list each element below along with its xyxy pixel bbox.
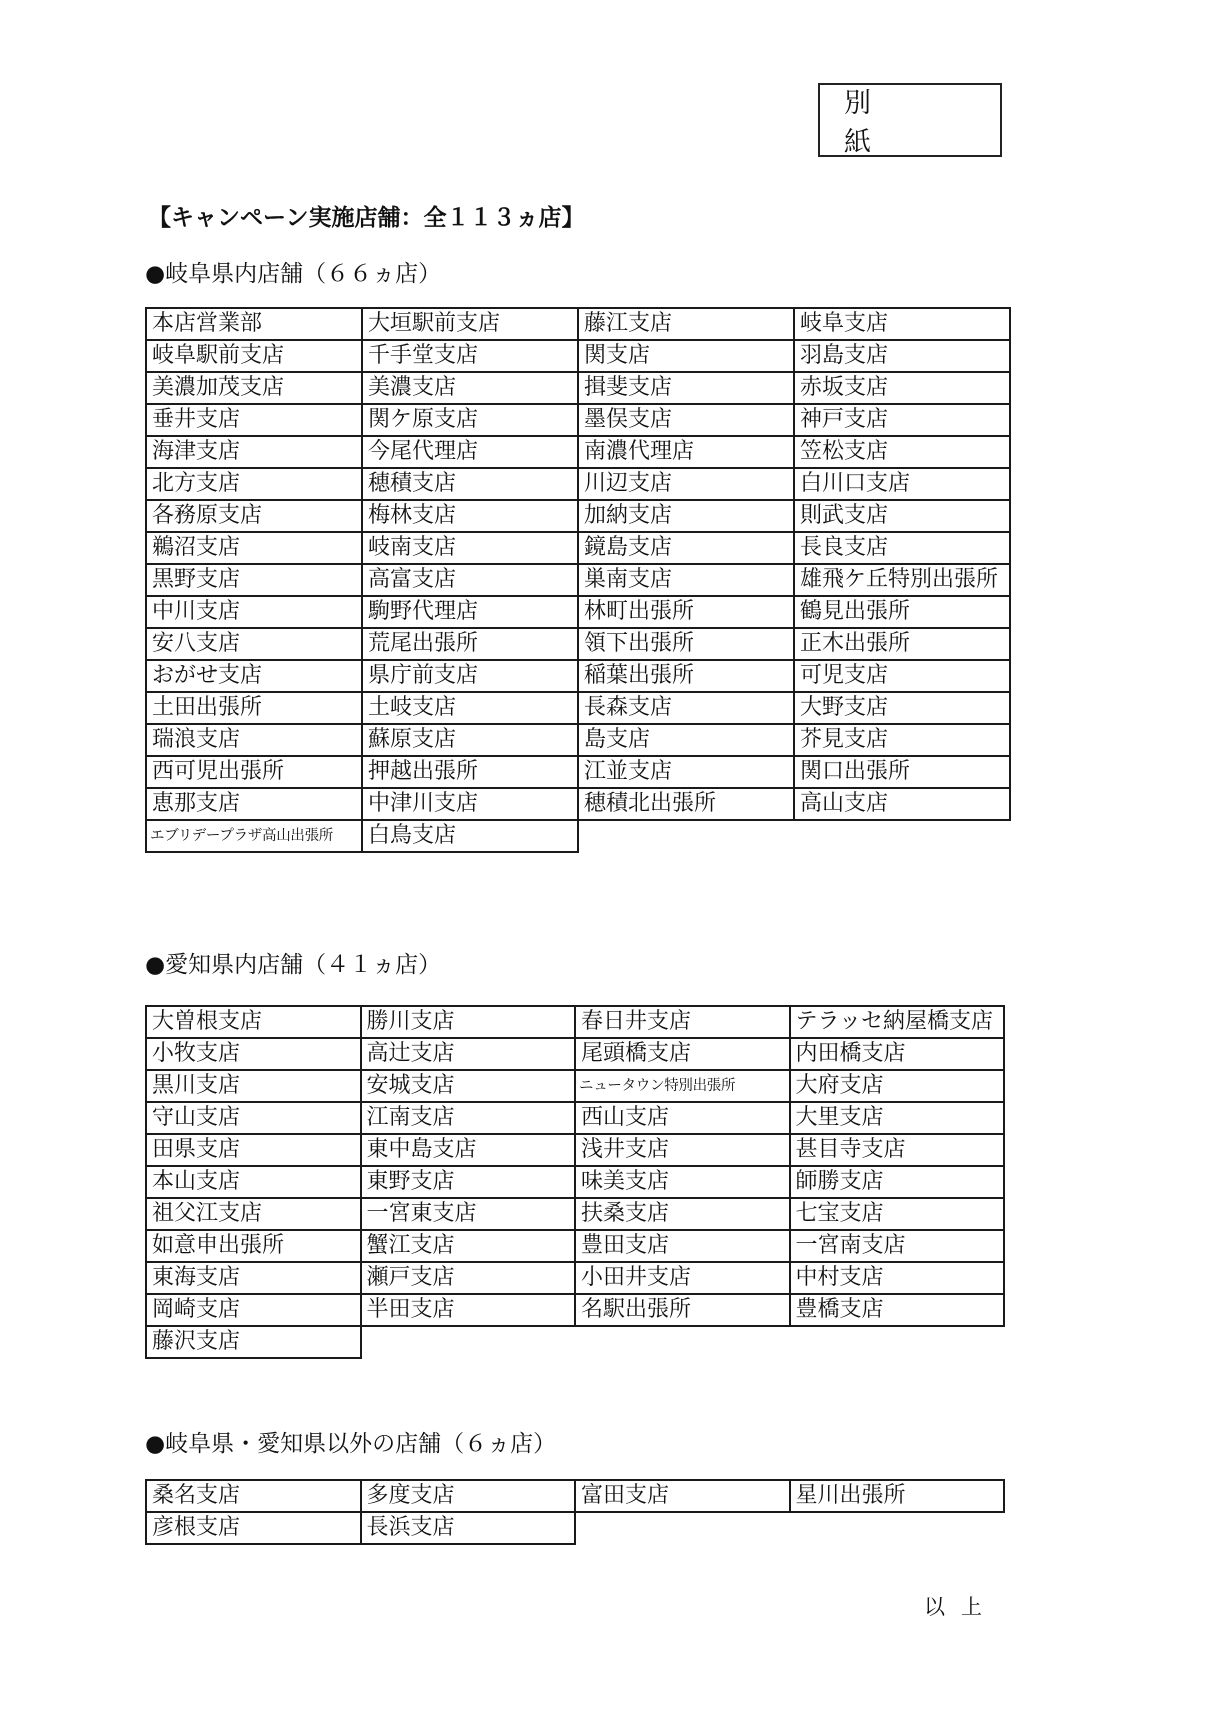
page-label-box: 別 紙 <box>818 83 1002 157</box>
table-row <box>146 436 1010 468</box>
store-cell: 蟹江支店 <box>361 1230 576 1262</box>
store-cell: 如意申出張所 <box>146 1230 361 1262</box>
store-cell: 土田出張所 <box>146 692 362 724</box>
store-cell: 鶴見出張所 <box>794 596 1010 628</box>
table-row <box>146 724 1010 756</box>
store-table-gifu <box>145 307 1011 853</box>
store-cell: 墨俣支店 <box>578 404 794 436</box>
empty-cell <box>575 1326 790 1358</box>
table-row <box>146 340 1010 372</box>
store-cell: 領下出張所 <box>578 628 794 660</box>
empty-cell <box>794 820 1010 852</box>
store-cell: 豊田支店 <box>575 1230 790 1262</box>
store-cell: 駒野代理店 <box>362 596 578 628</box>
table-row <box>146 564 1010 596</box>
store-cell: 味美支店 <box>575 1166 790 1198</box>
store-cell: 南濃代理店 <box>578 436 794 468</box>
store-cell: 大垣駅前支店 <box>362 308 578 340</box>
table-row <box>146 1166 1004 1198</box>
store-cell: 梅林支店 <box>362 500 578 532</box>
store-cell: 大曽根支店 <box>146 1006 361 1038</box>
store-cell: 岡崎支店 <box>146 1294 361 1326</box>
store-cell: 黒川支店 <box>146 1070 361 1102</box>
store-cell: 長浜支店 <box>361 1512 576 1544</box>
store-cell: 千手堂支店 <box>362 340 578 372</box>
table-row <box>146 820 1010 852</box>
table-row <box>146 1294 1004 1326</box>
table-row <box>146 1262 1004 1294</box>
store-cell: 羽島支店 <box>794 340 1010 372</box>
store-cell: 揖斐支店 <box>578 372 794 404</box>
store-cell: 笠松支店 <box>794 436 1010 468</box>
store-cell: 美濃支店 <box>362 372 578 404</box>
table-row <box>146 1480 1004 1512</box>
store-cell: 安城支店 <box>361 1070 576 1102</box>
store-cell: 関ケ原支店 <box>362 404 578 436</box>
store-cell: 中津川支店 <box>362 788 578 820</box>
store-cell: 小田井支店 <box>575 1262 790 1294</box>
store-cell: ニュータウン特別出張所 <box>575 1070 790 1102</box>
table-row <box>146 1070 1004 1102</box>
store-cell: 春日井支店 <box>575 1006 790 1038</box>
store-cell: 富田支店 <box>575 1480 790 1512</box>
store-cell: 美濃加茂支店 <box>146 372 362 404</box>
store-cell: 可児支店 <box>794 660 1010 692</box>
table-row <box>146 1326 1004 1358</box>
table-row <box>146 1102 1004 1134</box>
table-row <box>146 1006 1004 1038</box>
empty-cell <box>361 1326 576 1358</box>
store-cell: 中村支店 <box>790 1262 1005 1294</box>
table-row <box>146 660 1010 692</box>
store-cell: 一宮南支店 <box>790 1230 1005 1262</box>
store-cell: 江並支店 <box>578 756 794 788</box>
store-cell: 一宮東支店 <box>361 1198 576 1230</box>
store-cell: 高富支店 <box>362 564 578 596</box>
store-cell: 守山支店 <box>146 1102 361 1134</box>
table-row <box>146 500 1010 532</box>
store-cell: 雄飛ケ丘特別出張所 <box>794 564 1010 596</box>
store-cell: 荒尾出張所 <box>362 628 578 660</box>
store-cell: 東野支店 <box>361 1166 576 1198</box>
store-cell: 西可児出張所 <box>146 756 362 788</box>
empty-cell <box>790 1512 1005 1544</box>
store-cell: 本店営業部 <box>146 308 362 340</box>
store-cell: 白川口支店 <box>794 468 1010 500</box>
store-cell: 瑞浪支店 <box>146 724 362 756</box>
store-cell: 巣南支店 <box>578 564 794 596</box>
store-cell: 北方支店 <box>146 468 362 500</box>
store-cell: 関口出張所 <box>794 756 1010 788</box>
table-row <box>146 628 1010 660</box>
table-row <box>146 468 1010 500</box>
store-cell: 白鳥支店 <box>362 820 578 852</box>
store-cell: 彦根支店 <box>146 1512 361 1544</box>
store-cell: 内田橋支店 <box>790 1038 1005 1070</box>
store-cell: 七宝支店 <box>790 1198 1005 1230</box>
store-cell: 藤江支店 <box>578 308 794 340</box>
store-cell: 穂積支店 <box>362 468 578 500</box>
store-cell: 西山支店 <box>575 1102 790 1134</box>
store-cell: エブリデープラザ高山出張所 <box>146 820 362 852</box>
store-cell: 黒野支店 <box>146 564 362 596</box>
store-cell: 県庁前支店 <box>362 660 578 692</box>
store-cell: 芥見支店 <box>794 724 1010 756</box>
store-cell: 祖父江支店 <box>146 1198 361 1230</box>
store-cell: テラッセ納屋橋支店 <box>790 1006 1005 1038</box>
store-cell: 星川出張所 <box>790 1480 1005 1512</box>
store-cell: 土岐支店 <box>362 692 578 724</box>
store-cell: 鵜沼支店 <box>146 532 362 564</box>
store-cell: 豊橋支店 <box>790 1294 1005 1326</box>
store-cell: 扶桑支店 <box>575 1198 790 1230</box>
store-cell: 島支店 <box>578 724 794 756</box>
section-title-other: ●岐阜県・愛知県以外の店舗（６ヵ店） <box>145 1431 557 1457</box>
table-row <box>146 1230 1004 1262</box>
store-cell: 稲葉出張所 <box>578 660 794 692</box>
store-table-aichi <box>145 1005 1005 1359</box>
store-cell: 林町出張所 <box>578 596 794 628</box>
store-cell: 半田支店 <box>361 1294 576 1326</box>
store-cell: 岐阜駅前支店 <box>146 340 362 372</box>
table-row <box>146 756 1010 788</box>
table-row <box>146 692 1010 724</box>
empty-cell <box>575 1512 790 1544</box>
store-cell: 瀬戸支店 <box>361 1262 576 1294</box>
closing-mark: 以上 <box>924 1595 998 1619</box>
empty-cell <box>578 820 794 852</box>
store-cell: 長森支店 <box>578 692 794 724</box>
store-cell: 川辺支店 <box>578 468 794 500</box>
store-cell: 甚目寺支店 <box>790 1134 1005 1166</box>
store-cell: 関支店 <box>578 340 794 372</box>
store-cell: 安八支店 <box>146 628 362 660</box>
store-cell: 則武支店 <box>794 500 1010 532</box>
store-cell: 大野支店 <box>794 692 1010 724</box>
table-row <box>146 1038 1004 1070</box>
store-cell: 垂井支店 <box>146 404 362 436</box>
store-cell: 江南支店 <box>361 1102 576 1134</box>
table-row <box>146 596 1010 628</box>
store-cell: 神戸支店 <box>794 404 1010 436</box>
store-cell: 岐南支店 <box>362 532 578 564</box>
store-cell: 小牧支店 <box>146 1038 361 1070</box>
store-cell: 多度支店 <box>361 1480 576 1512</box>
store-cell: 鏡島支店 <box>578 532 794 564</box>
page-heading: 【キャンペーン実施店舗：全１１３ヵ店】 <box>148 204 585 231</box>
store-cell: 東中島支店 <box>361 1134 576 1166</box>
table-row <box>146 788 1010 820</box>
store-cell: 恵那支店 <box>146 788 362 820</box>
store-cell: 穂積北出張所 <box>578 788 794 820</box>
store-cell: 師勝支店 <box>790 1166 1005 1198</box>
table-row <box>146 1512 1004 1544</box>
store-cell: 東海支店 <box>146 1262 361 1294</box>
store-cell: 高辻支店 <box>361 1038 576 1070</box>
store-cell: 岐阜支店 <box>794 308 1010 340</box>
store-cell: おがせ支店 <box>146 660 362 692</box>
store-cell: 今尾代理店 <box>362 436 578 468</box>
store-cell: 大府支店 <box>790 1070 1005 1102</box>
table-row <box>146 1134 1004 1166</box>
store-cell: 高山支店 <box>794 788 1010 820</box>
store-cell: 本山支店 <box>146 1166 361 1198</box>
store-cell: 尾頭橋支店 <box>575 1038 790 1070</box>
store-cell: 名駅出張所 <box>575 1294 790 1326</box>
section-title-gifu: ●岐阜県内店舗（６６ヵ店） <box>145 261 442 287</box>
table-row <box>146 308 1010 340</box>
store-cell: 中川支店 <box>146 596 362 628</box>
store-cell: 浅井支店 <box>575 1134 790 1166</box>
store-cell: 海津支店 <box>146 436 362 468</box>
store-table-other <box>145 1479 1005 1545</box>
section-title-aichi: ●愛知県内店舗（４１ヵ店） <box>145 952 442 978</box>
store-cell: 赤坂支店 <box>794 372 1010 404</box>
store-cell: 蘇原支店 <box>362 724 578 756</box>
store-cell: 正木出張所 <box>794 628 1010 660</box>
table-row <box>146 1198 1004 1230</box>
store-cell: 各務原支店 <box>146 500 362 532</box>
store-cell: 長良支店 <box>794 532 1010 564</box>
empty-cell <box>790 1326 1005 1358</box>
store-cell: 勝川支店 <box>361 1006 576 1038</box>
store-cell: 田県支店 <box>146 1134 361 1166</box>
table-row <box>146 532 1010 564</box>
table-row <box>146 372 1010 404</box>
store-cell: 桑名支店 <box>146 1480 361 1512</box>
table-row <box>146 404 1010 436</box>
store-cell: 藤沢支店 <box>146 1326 361 1358</box>
store-cell: 加納支店 <box>578 500 794 532</box>
store-cell: 押越出張所 <box>362 756 578 788</box>
store-cell: 大里支店 <box>790 1102 1005 1134</box>
